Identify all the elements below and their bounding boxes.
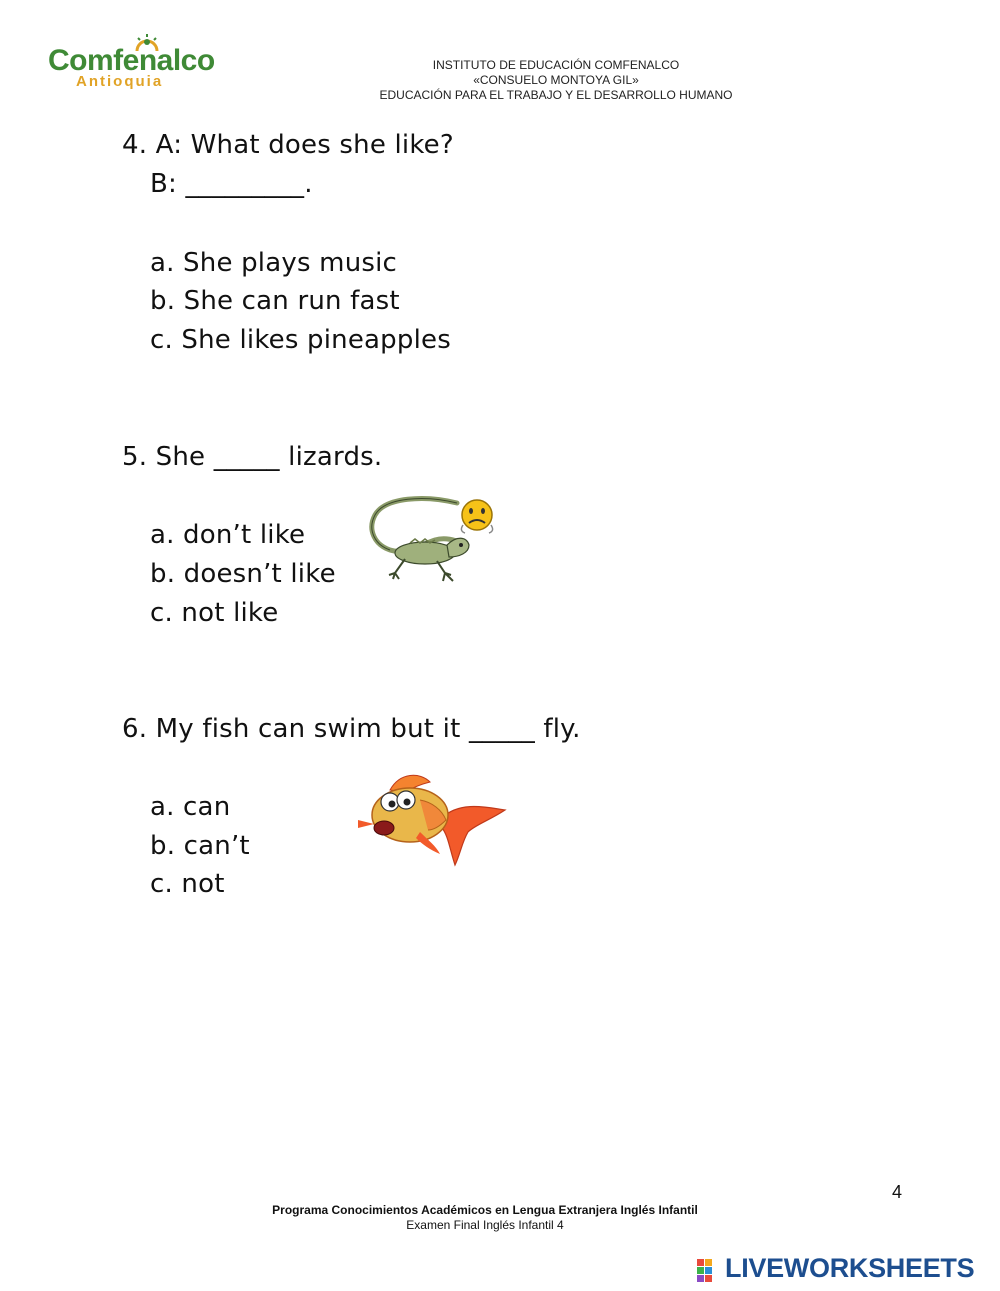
question-4-option-a[interactable]: a. She plays music [150, 248, 398, 278]
page-number: 4 [892, 1182, 903, 1202]
fish-icon [358, 775, 505, 865]
comfenalco-logo [48, 36, 218, 96]
lizard-icon [372, 499, 469, 581]
question-5-option-b[interactable]: b. doesn’t like [150, 559, 336, 589]
question-4-answer-line: B: _________. [150, 169, 313, 199]
liveworksheets-text: LIVEWORKSHEETS [725, 1253, 975, 1283]
question-6-option-c[interactable]: c. not [150, 869, 225, 899]
fish-illustration [350, 770, 510, 870]
document-footer [240, 1203, 730, 1233]
question-5-option-c[interactable]: c. not like [150, 598, 279, 628]
logo-main-text: Comfenalco [48, 44, 215, 77]
footer-program: Programa Conocimientos Académicos en Lengua Extranjera Inglés Infantil [272, 1203, 698, 1217]
question-4-option-c[interactable]: c. She likes pineapples [150, 325, 451, 355]
sad-face-icon [461, 500, 492, 533]
header-line-1: INSTITUTO DE EDUCACIÓN COMFENALCO [432, 58, 680, 72]
question-4-option-b[interactable]: b. She can run fast [150, 286, 400, 316]
question-6-stem: 6. My fish can swim but it _____ fly. [122, 714, 581, 744]
question-6-option-a[interactable]: a. can [150, 792, 231, 822]
header-line-3: EDUCACIÓN PARA EL TRABAJO Y EL DESARROLLO HUMANO [379, 88, 733, 102]
question-5-stem: 5. She _____ lizards. [122, 442, 383, 472]
footer-exam: Examen Final Inglés Infantil 4 [406, 1218, 564, 1232]
question-4-stem: 4. A: What does she like? [122, 130, 454, 160]
question-6-option-b[interactable]: b. can’t [150, 831, 250, 861]
liveworksheets-logo-icon [697, 1259, 721, 1283]
document-header [330, 58, 782, 103]
lizard-illustration [365, 495, 500, 590]
question-5-option-a[interactable]: a. don’t like [150, 520, 306, 550]
logo-sub-text: Antioquia [76, 73, 164, 90]
header-line-2: «CONSUELO MONTOYA GIL» [473, 73, 639, 87]
